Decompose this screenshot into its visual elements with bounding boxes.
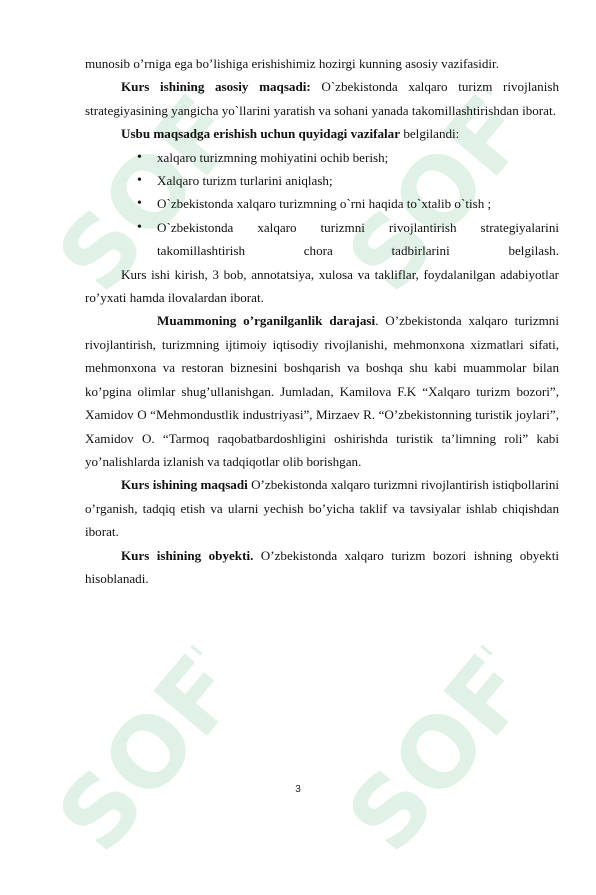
paragraph-course-goal xyxy=(85,473,559,543)
document-body xyxy=(85,52,559,590)
tasks-intro-text: belgilandi: xyxy=(400,126,460,142)
watermark-text: SOFT xyxy=(326,58,567,313)
watermark-logo xyxy=(14,619,277,892)
list-item: • O`zbekistonda xalqaro turizmning o`rni haqida to`xtalib o`tish ; xyxy=(157,192,559,215)
course-object-text: O’zbekistonda xalqaro turizm bozori ishning obyekti hisoblanadi. xyxy=(85,547,559,586)
tasks-list xyxy=(85,146,559,263)
main-goal-text: O`zbekistonda xalqaro turizm rivojlanish strategiyasining yangicha yo`llarini yaratish va sohani yanada takomillashtirishdan iborat. xyxy=(85,79,559,118)
tasks-heading: Usbu maqsadga erishish uchun quyidagi vazifalar xyxy=(121,126,401,142)
paragraph-tasks-intro xyxy=(85,122,559,145)
page-number: 3 xyxy=(295,784,301,795)
course-goal-text: O’zbekistonda xalqaro turizmni rivojlantirish istiqbollarini o’rganish, tadqiq etish va ularni yechish bo’yicha taklif va tavsiyalar ishlab chiqishdan iborat. xyxy=(85,477,560,540)
watermark-text: SOFT xyxy=(36,618,277,873)
watermark-text: SOFT xyxy=(326,618,567,873)
research-degree-heading: Muammoning o’rganilganlik darajasi xyxy=(157,313,376,329)
course-object-heading: Kurs ishining obyekti. xyxy=(121,547,254,563)
paragraph-research-degree xyxy=(85,309,559,473)
paragraph-intro-end: munosib o’rniga ega bo’lishiga erishishimiz hozirgi kunning asosiy vazifasidir. xyxy=(85,56,499,71)
list-item: • xalqaro turizmning mohiyatini ochib berish; xyxy=(157,146,559,169)
main-goal-heading: Kurs ishining asosiy maqsadi: xyxy=(121,79,311,95)
paragraph-course-object xyxy=(85,544,559,591)
course-goal-heading: Kurs ishining maqsadi xyxy=(121,477,248,493)
paragraph-main-goal xyxy=(85,75,559,122)
watermark-logo xyxy=(304,619,567,892)
list-item: • O`zbekistonda xalqaro turizmni rivojlantirish strategiyalarini takomillashtirish chora tadbirlarini belgilash. xyxy=(157,216,559,263)
list-item: • Xalqaro turizm turlarini aniqlash; xyxy=(157,169,559,192)
research-degree-text: . O’zbekistonda xalqaro turizmni rivojlantirish, turizmning ijtimoiy iqtisodiy rivojlanishi, mehmonxona xizmatlari sifati, mehmonxona va restoran biznesini boshqarish va boshqa shu kabi muammolar bilan ko’pgina olimlar shug’ullanishgan. Jumladan, Kamilova F.K “Xalqaro turizm bozori”, Xamidov O “Mehmondustlik industriyasi”, Mirzaev R. “O’zbekistonning turistik joylari”, Xamidov O. “Tarmoq raqobatbardoshligini oshirishda turistik ta’limning roli” kabi yo’nalishlarda izlanish va tadqiqotlar olib borishgan. xyxy=(85,313,559,469)
watermark-text: SOFT xyxy=(36,58,277,313)
paragraph-structure: Kurs ishi kirish, 3 bob, annotatsiya, xulosa va takliflar, foydalanilgan adabiyotlar ro’yxati hamda ilovalardan iborat. xyxy=(85,266,559,306)
